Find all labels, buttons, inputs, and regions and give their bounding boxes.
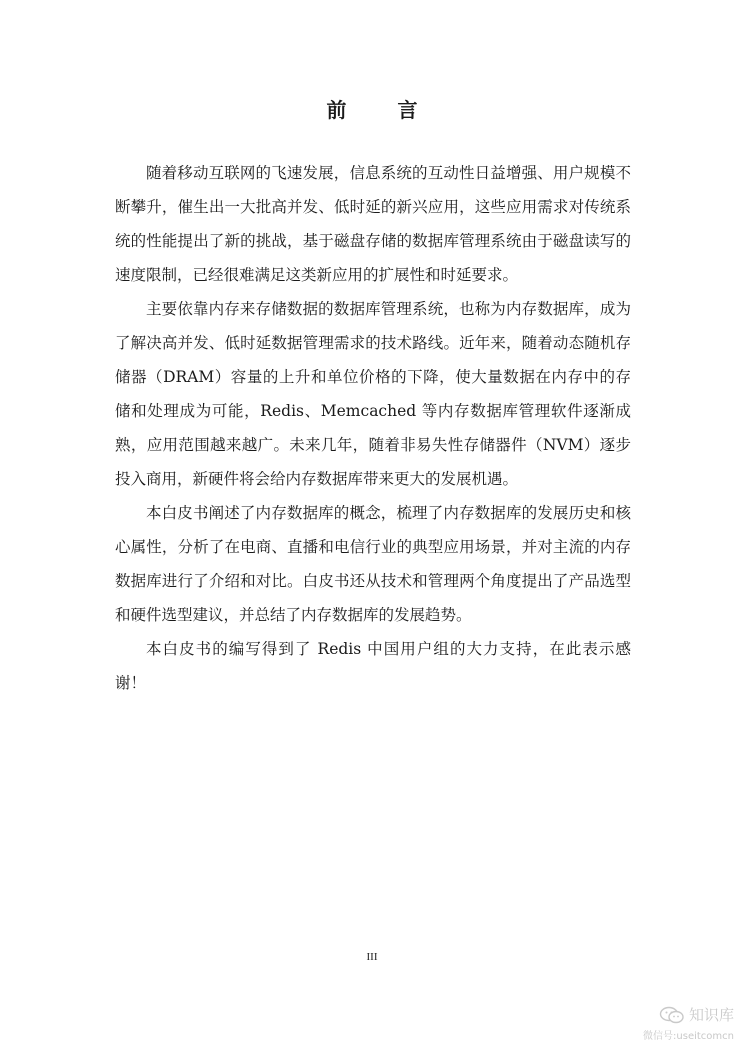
preface-body (115, 156, 631, 700)
paragraph: 本白皮书阐述了内存数据库的概念，梳理了内存数据库的发展历史和核心属性，分析了在电商、直播和电信行业的典型应用场景，并对主流的内存数据库进行了介绍和对比。白皮书还从技术和管理两个角度提出了产品选型和硬件选型建议，并总结了内存数据库的发展趋势。 (115, 504, 631, 624)
page-number: III (366, 951, 378, 963)
watermark-account: 微信号:useitcomcn (643, 1031, 734, 1042)
watermark (643, 1004, 734, 1042)
watermark-brand: 知识库 (688, 1006, 734, 1024)
wechat-icon (659, 1006, 685, 1024)
page-title: 前 言 (326, 98, 440, 122)
paragraph: 本白皮书的编写得到了 Redis 中国用户组的大力支持，在此表示感谢！ (115, 640, 631, 692)
paragraph: 随着移动互联网的飞速发展，信息系统的互动性日益增强、用户规模不断攀升，催生出一大批高并发、低时延的新兴应用，这些应用需求对传统系统的性能提出了新的挑战，基于磁盘存储的数据库管理系统由于磁盘读写的速度限制，已经很难满足这类新应用的扩展性和时延要求。 (115, 164, 631, 284)
paragraph: 主要依靠内存来存储数据的数据库管理系统，也称为内存数据库，成为了解决高并发、低时延数据管理需求的技术路线。近年来，随着动态随机存储器（DRAM）容量的上升和单位价格的下降，使大量数据在内存中的存储和处理成为可能，Redis、Memcached 等内存数据库管理软件逐渐成熟，应用范围越来越广。未来几年，随着非易失性存储器件（NVM）逐步投入商用，新硬件将会给内存数据库带来更大的发展机遇。 (115, 300, 631, 488)
